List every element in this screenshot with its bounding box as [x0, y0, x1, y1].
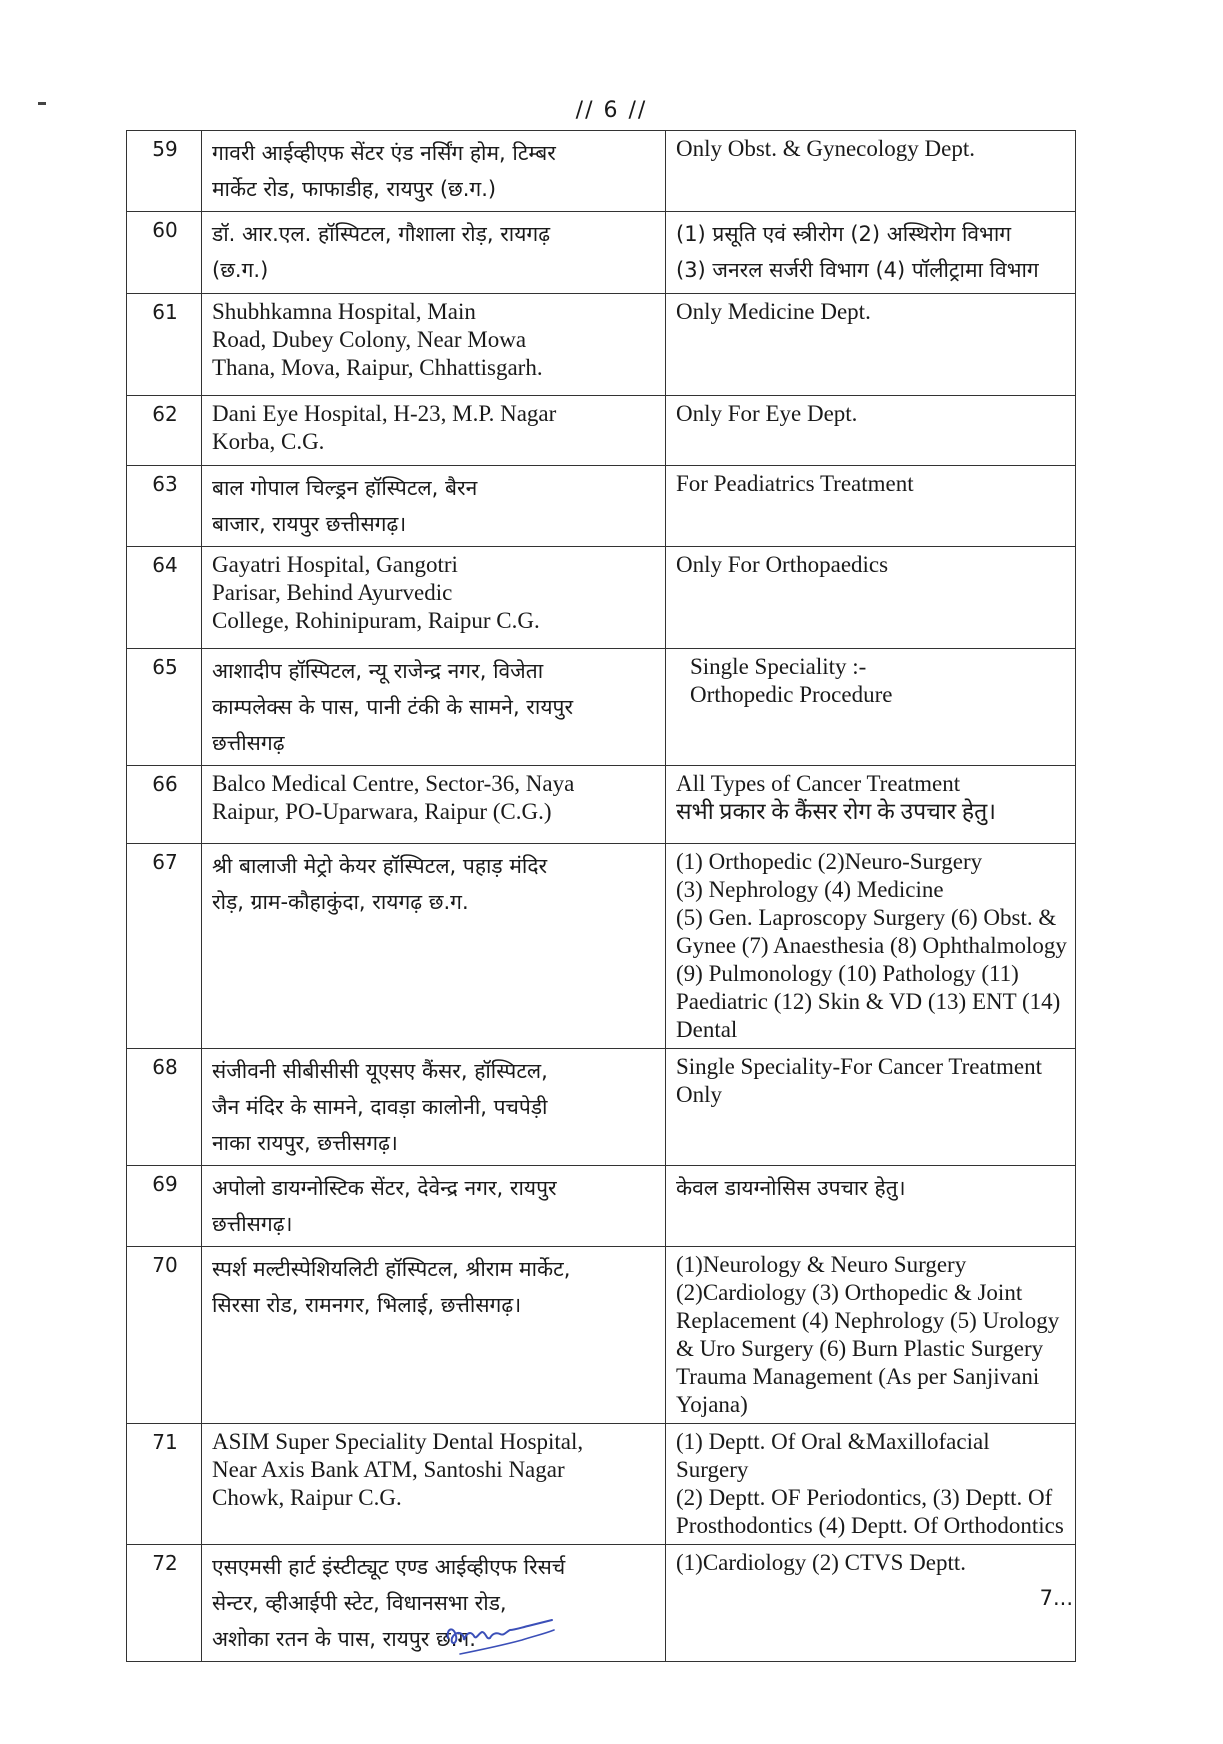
hospital-name-address: स्पर्श मल्टीस्पेशियलिटी हॉस्पिटल, श्रीराम मार्केट, सिरसा रोड, रामनगर, भिलाई, छत्तीसगढ़।: [212, 1257, 571, 1317]
serial-number: 64: [127, 547, 202, 649]
table-row: [127, 766, 1076, 844]
department-cell: [666, 844, 1076, 1049]
department-cell: [666, 766, 1076, 844]
hospital-name-address: डॉ. आर.एल. हॉस्पिटल, गौशाला रोड़, रायगढ़ (छ.ग.): [212, 222, 551, 282]
hospital-name-address: Shubhkamna Hospital, Main Road, Dubey Colony, Near Mowa Thana, Mova, Raipur, Chhattisgarh.: [212, 299, 543, 380]
serial-number: 62: [127, 396, 202, 466]
department-specialities: (1)Neurology & Neuro Surgery (2)Cardiology (3) Orthopedic & Joint Replacement (4) Nephrology (5) Urology & Uro Surgery (6) Burn Plastic Surgery Trauma Management (As per Sanjivani Yojana): [676, 1252, 1060, 1417]
serial-number: 63: [127, 466, 202, 547]
hospital-name-address: एसएमसी हार्ट इंस्टीट्यूट एण्ड आईव्हीएफ रिसर्च सेन्टर, व्हीआईपी स्टेट, विधानसभा रोड, अशोका रतन के पास, रायपुर छ.ग.: [212, 1555, 566, 1651]
table-row: [127, 844, 1076, 1049]
hospital-name-cell: [202, 547, 666, 649]
department-specialities: All Types of Cancer Treatment सभी प्रकार के कैंसर रोग के उपचार हेतु।: [676, 771, 996, 824]
page-number-header: // 6 //: [575, 98, 648, 123]
hospital-name-cell: [202, 1049, 666, 1166]
serial-number: 60: [127, 212, 202, 294]
table-row: [127, 1247, 1076, 1424]
table-row: [127, 1424, 1076, 1545]
hospital-name-address: आशादीप हॉस्पिटल, न्यू राजेन्द्र नगर, विजेता काम्पलेक्स के पास, पानी टंकी के सामने, रायपुर छत्तीसगढ़: [212, 659, 574, 755]
serial-number: 68: [127, 1049, 202, 1166]
table-row: [127, 547, 1076, 649]
department-cell: [666, 547, 1076, 649]
serial-number: 61: [127, 294, 202, 396]
department-cell: [666, 1424, 1076, 1545]
table-row: [127, 131, 1076, 212]
table-row: [127, 466, 1076, 547]
table-row: [127, 294, 1076, 396]
hospital-name-cell: [202, 131, 666, 212]
table-row: [127, 212, 1076, 294]
hospital-name-cell: [202, 466, 666, 547]
department-cell: [666, 466, 1076, 547]
hospital-name-cell: [202, 1247, 666, 1424]
department-cell: [666, 131, 1076, 212]
serial-number: 59: [127, 131, 202, 212]
hospital-name-cell: [202, 1424, 666, 1545]
signature-mark: [440, 1610, 570, 1670]
department-specialities: (1) Orthopedic (2)Neuro-Surgery (3) Nephrology (4) Medicine (5) Gen. Laproscopy Surgery (6) Obst. & Gynee (7) Anaesthesia (8) Ophthalmology (9) Pulmonology (10) Pathology (11) Paediatric (12) Skin & VD (13) ENT (14) Dental: [676, 849, 1067, 1042]
department-specialities: Only For Orthopaedics: [676, 552, 889, 577]
department-cell: [666, 649, 1076, 766]
hospital-name-address: Dani Eye Hospital, H-23, M.P. Nagar Korba, C.G.: [212, 401, 557, 454]
serial-number: 71: [127, 1424, 202, 1545]
department-cell: [666, 212, 1076, 294]
serial-number: 65: [127, 649, 202, 766]
department-specialities: Only Medicine Dept.: [676, 299, 871, 324]
department-specialities: Single Speciality :- Orthopedic Procedure: [690, 654, 893, 707]
department-cell: [666, 1545, 1076, 1662]
department-specialities: Single Speciality-For Cancer Treatment Only: [676, 1054, 1043, 1107]
hospital-name-cell: [202, 1545, 666, 1662]
hospital-name-address: ASIM Super Speciality Dental Hospital, Near Axis Bank ATM, Santoshi Nagar Chowk, Raipur C.G.: [212, 1429, 584, 1510]
department-specialities: Only Obst. & Gynecology Dept.: [676, 136, 975, 161]
hospital-name-address: Gayatri Hospital, Gangotri Parisar, Behind Ayurvedic College, Rohinipuram, Raipur C.G.: [212, 552, 540, 633]
hospital-name-cell: [202, 766, 666, 844]
hospital-name-cell: [202, 212, 666, 294]
department-specialities: (1) Deptt. Of Oral &Maxillofacial Surgery (2) Deptt. OF Periodontics, (3) Deptt. Of Prosthodontics (4) Deptt. Of Orthodontics: [676, 1429, 1064, 1538]
hospital-name-address: अपोलो डायग्नोस्टिक सेंटर, देवेन्द्र नगर, रायपुर छत्तीसगढ़।: [212, 1176, 557, 1236]
hospital-name-address: बाल गोपाल चिल्ड्रन हॉस्पिटल, बैरन बाजार, रायपुर छत्तीसगढ़।: [212, 476, 478, 536]
table-row: [127, 1166, 1076, 1247]
department-specialities: (1)Cardiology (2) CTVS Deptt.: [676, 1550, 967, 1575]
department-specialities: (1) प्रसूति एवं स्त्रीरोग (2) अस्थिरोग विभाग (3) जनरल सर्जरी विभाग (4) पॉलीट्रामा विभाग: [676, 222, 1039, 282]
hospital-name-cell: [202, 294, 666, 396]
serial-number: 69: [127, 1166, 202, 1247]
serial-number: 72: [127, 1545, 202, 1662]
department-specialities: Only For Eye Dept.: [676, 401, 858, 426]
department-specialities: केवल डायग्नोसिस उपचार हेतु।: [676, 1176, 906, 1200]
serial-number: 67: [127, 844, 202, 1049]
table-row: [127, 649, 1076, 766]
hospital-name-address: श्री बालाजी मेट्रो केयर हॉस्पिटल, पहाड़ मंदिर रोड़, ग्राम-कौहाकुंदा, रायगढ़ छ.ग.: [212, 854, 548, 914]
department-cell: [666, 396, 1076, 466]
table-row: [127, 396, 1076, 466]
department-cell: [666, 1166, 1076, 1247]
hospital-name-address: गावरी आईव्हीएफ सेंटर एंड नर्सिंग होम, टिम्बर मार्केट रोड, फाफाडीह, रायपुर (छ.ग.): [212, 141, 556, 201]
serial-number: 70: [127, 1247, 202, 1424]
hospital-name-cell: [202, 1166, 666, 1247]
serial-number: 66: [127, 766, 202, 844]
hospital-name-cell: [202, 844, 666, 1049]
hospital-name-cell: [202, 649, 666, 766]
hospital-name-address: Balco Medical Centre, Sector-36, Naya Raipur, PO-Uparwara, Raipur (C.G.): [212, 771, 575, 824]
department-cell: [666, 1049, 1076, 1166]
department-cell: [666, 294, 1076, 396]
hospital-name-address: संजीवनी सीबीसीसी यूएसए कैंसर, हॉस्पिटल, जैन मंदिर के सामने, दावड़ा कालोनी, पचपेड़ी नाका रायपुर, छत्तीसगढ़।: [212, 1059, 548, 1155]
table-row: [127, 1545, 1076, 1662]
department-specialities: For Peadiatrics Treatment: [676, 471, 914, 496]
continuation-marker: 7...: [1039, 1586, 1073, 1610]
hospital-list-table: [126, 130, 1076, 1662]
table-row: [127, 1049, 1076, 1166]
hospital-name-cell: [202, 396, 666, 466]
department-cell: [666, 1247, 1076, 1424]
